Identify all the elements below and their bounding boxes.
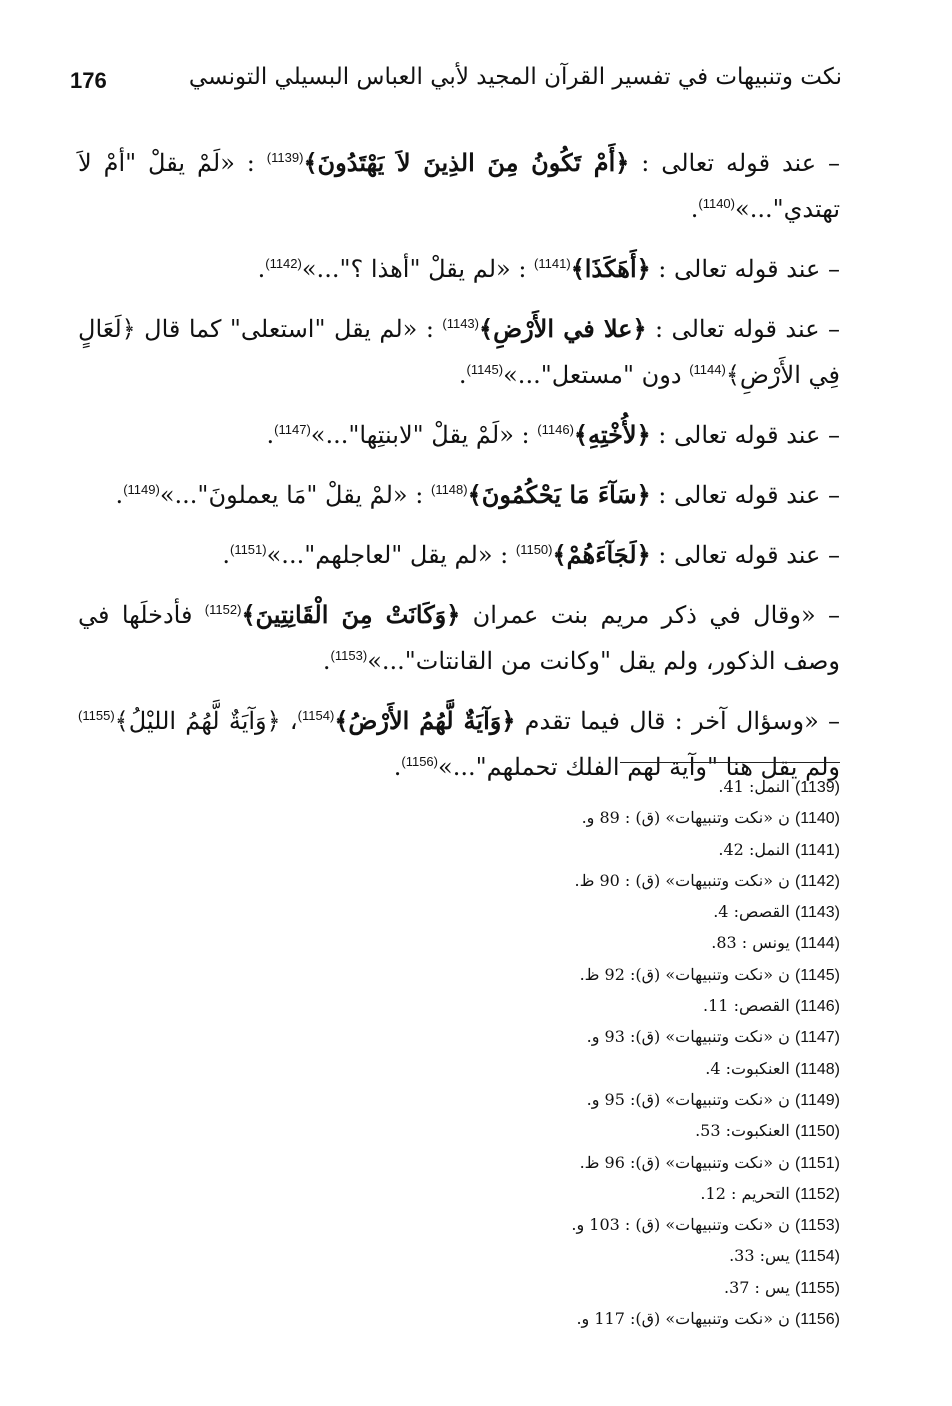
footnote-number: (1145) (794, 966, 840, 984)
footnote-ref: (1150) (515, 542, 553, 557)
paragraph-prefix: – عند قوله تعالى : (650, 421, 840, 449)
footnote (320, 772, 840, 803)
footnote (320, 1304, 840, 1335)
footnote-text: ن «نكت وتنبيهات» (ق): 117 و. (576, 1309, 795, 1329)
quran-verse: ﴿وَكَانَتْ مِنَ الْقَانِتِينَ﴾ (241, 600, 461, 629)
footnote (320, 1148, 840, 1179)
footnote-text: يس : 37. (723, 1277, 795, 1297)
footnote (320, 866, 840, 897)
paragraph (78, 412, 840, 458)
footnote (320, 1273, 840, 1304)
footnote-ref: (1143) (442, 316, 480, 331)
main-text (78, 140, 840, 804)
paragraph-prefix: – عند قوله تعالى : (650, 481, 840, 509)
footnote-text: النمل: 41. (718, 777, 795, 796)
paragraph-prefix: – «وسؤال آخر : قال فيما تقدم (515, 707, 840, 735)
paragraph-text-2: ولم يقل هنا "وآية لهم الفلك تحملهم"...» (438, 753, 840, 781)
footnote-ref: (1151) (229, 542, 267, 557)
footnote (320, 928, 840, 959)
footnote-ref: (1145) (466, 362, 504, 377)
footnote-text: ن «نكت وتنبيهات» (ق) : 103 و. (571, 1215, 795, 1235)
footnote-text: القصص: 11. (703, 996, 795, 1016)
quran-verse: ﴿لَجَآءَهُمْ﴾ (552, 540, 651, 569)
paragraph-text: ، ﴿وَآيَةٌ لَّهُمُ الليْلُ﴾ (114, 707, 298, 735)
paragraph-suffix: . (458, 361, 467, 389)
footnote-text: التحريم : 12. (700, 1183, 795, 1203)
footnote-number: (1139) (794, 779, 840, 796)
footnote (320, 960, 840, 991)
paragraph-text: : «لم يقلْ "أهذا ؟"...» (301, 255, 535, 283)
running-title: نكت وتنبيهات في تفسير القرآن المجيد لأبي العباس البسيلي التونسي (188, 64, 842, 90)
footnote-number: (1155) (794, 1279, 840, 1297)
paragraph-prefix: – عند قوله تعالى : (650, 255, 840, 283)
paragraph (78, 472, 840, 518)
footnote-number: (1154) (794, 1248, 840, 1266)
paragraph-prefix: – عند قوله تعالى : (650, 541, 840, 569)
footnote-number: (1144) (794, 935, 840, 953)
footnote-number: (1151) (794, 1154, 840, 1172)
paragraph-suffix: . (115, 481, 124, 509)
footnote-ref: (1154) (297, 708, 335, 723)
footnote-number: (1140) (794, 810, 840, 828)
footnote (320, 835, 840, 866)
footnote-number: (1153) (794, 1217, 840, 1235)
quran-verse: ﴿لأُخْتِهِ﴾ (573, 420, 651, 449)
footnote-ref: (1142) (265, 256, 302, 271)
footnote-text: ن «نكت وتنبيهات» (ق): 96 ظ. (579, 1152, 795, 1172)
footnote (320, 803, 840, 834)
paragraph (78, 532, 840, 578)
footnote (320, 991, 840, 1022)
footnote-text: ن «نكت وتنبيهات» (ق) : 90 ظ. (574, 870, 795, 890)
footnote-text: يونس : 83. (711, 933, 795, 953)
paragraph-prefix: – عند قوله تعالى : (629, 149, 840, 177)
quran-verse: ﴿أَمْ تَكُونُ مِنَ الذِينَ لاَ يَهْتَدُونَ﴾ (303, 148, 630, 177)
footnote-separator (620, 762, 840, 763)
footnote-text: ن «نكت وتنبيهات» (ق) : 89 و. (581, 808, 795, 828)
footnote (320, 1085, 840, 1116)
footnote-number: (1148) (794, 1060, 840, 1078)
paragraph (78, 306, 840, 398)
footnote-text: ن «نكت وتنبيهات» (ق): 93 و. (586, 1027, 795, 1047)
paragraph-text: : «لمْ يقلْ "مَا يعملونَ"...» (159, 481, 431, 509)
footnote-text: النمل: 42. (718, 839, 795, 859)
footnote-text: العنكبوت: 53. (695, 1121, 795, 1141)
footnote-number: (1156) (794, 1311, 840, 1329)
footnote-ref: (1149) (123, 482, 160, 497)
paragraph-text-2: دون "مستعل"...» (503, 361, 690, 389)
paragraph-prefix: – «وقال في ذكر مريم بنت عمران (460, 601, 840, 629)
footnote-ref: (1139) (266, 150, 304, 165)
footnote (320, 1210, 840, 1241)
paragraph-text: : «لَمْ يقلْ "لابنتِها"...» (310, 421, 538, 449)
paragraph-suffix: . (222, 541, 230, 569)
footnote-ref: (1152) (204, 602, 242, 617)
footnote-ref: (1140) (698, 196, 736, 211)
paragraph-text: : «لم يقل "لعاجلهم"...» (266, 541, 516, 569)
footnote-ref: (1147) (274, 422, 311, 437)
footnote (320, 1116, 840, 1147)
footnote-number: (1146) (794, 998, 840, 1016)
footnote (320, 1022, 840, 1053)
footnote-ref: (1141) (534, 256, 571, 271)
footnote (320, 1054, 840, 1085)
paragraph-suffix: . (257, 255, 266, 283)
quran-verse: ﴿أَهَكَذَا﴾ (570, 254, 651, 283)
paragraph (78, 246, 840, 292)
footnote-text: يس: 33. (729, 1246, 795, 1266)
quran-verse: ﴿علا في الأَرْضِ﴾ (479, 314, 647, 343)
footnote-text: العنكبوت: 4. (705, 1058, 795, 1078)
footnote-number: (1152) (794, 1185, 840, 1203)
footnote-ref: (1146) (537, 422, 574, 437)
page-header (70, 60, 842, 106)
footnote-ref: (1144) (689, 362, 726, 377)
footnote-number: (1142) (794, 872, 840, 890)
paragraph (78, 140, 840, 232)
quran-verse: ﴿وَآيَةٌ لَّهُمُ الأَرْضُ﴾ (334, 706, 516, 735)
paragraph-suffix: . (393, 753, 402, 781)
footnote (320, 1179, 840, 1210)
page-number: 176 (70, 68, 107, 93)
footnote-ref: (1148) (430, 482, 468, 497)
footnote-number: (1149) (794, 1091, 840, 1109)
paragraph-text: : «لم يقل "استعلى" كما قال ﴿لَعَالٍ فِي الأَرْضِ﴾ (78, 315, 840, 389)
paragraph-suffix: . (690, 195, 699, 223)
paragraph-text: فأدخلَها في وصف الذكور، ولم يقل "وكانت من القانتات"...» (78, 601, 840, 675)
footnote (320, 897, 840, 928)
footnote-text: ن «نكت وتنبيهات» (ق): 95 و. (586, 1089, 795, 1109)
quran-verse: ﴿سَآءَ مَا يَحْكُمُونَ﴾ (467, 480, 651, 509)
footnote-number: (1143) (794, 904, 840, 922)
footnote-number: (1147) (794, 1029, 840, 1047)
footnote-ref: (1156) (401, 754, 439, 769)
footnote-ref: (1155) (78, 708, 115, 723)
footnote-text: ن «نكت وتنبيهات» (ق): 92 ظ. (579, 964, 795, 984)
paragraph (78, 592, 840, 684)
paragraph-suffix: . (266, 421, 275, 449)
footnote-number: (1141) (794, 841, 840, 859)
footnote-number: (1150) (794, 1123, 840, 1141)
paragraph-prefix: – عند قوله تعالى : (646, 315, 841, 343)
footnote-text: القصص: 4. (713, 902, 795, 922)
footnote (320, 1241, 840, 1272)
footnotes (320, 772, 840, 1335)
paragraph-suffix: . (322, 647, 331, 675)
paragraph-text: : «لَمْ يقلْ "أمْ لاَ تهتدي"...» (78, 149, 840, 223)
footnote-ref: (1153) (330, 648, 368, 663)
